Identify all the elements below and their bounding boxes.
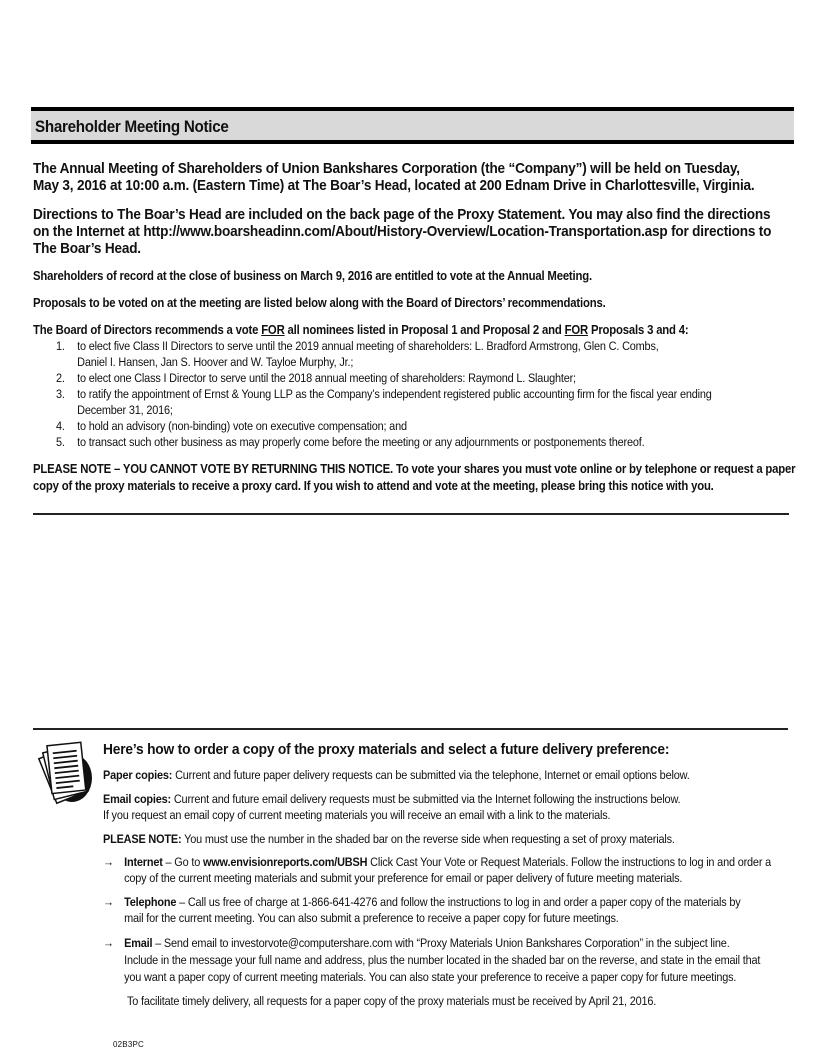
directions-line-1: Directions to The Boar’s Head are included on the back page of the Proxy Statement. You may also find the directions (33, 207, 771, 223)
envision-reports-link[interactable]: www.envisionreports.com/UBSH (202, 855, 368, 869)
telephone-line-2: mail for the current meeting. You can also submit a preference to receive a paper copy for future meetings. (124, 911, 619, 925)
internet-line-2: copy of the current meeting materials and submit your preference for email or paper delivery of future meeting materials. (124, 871, 683, 885)
intro-line-2: May 3, 2016 at 10:00 a.m. (Eastern Time) at The Boar’s Head, located at 200 Ednam Drive in Charlottesville, Virginia. (33, 178, 755, 194)
directions-line-2: on the Internet at http://www.boarsheadinn.com/About/History-Overview/Location-Transportation.asp for directions to (33, 224, 772, 240)
proposals-intro: Proposals to be voted on at the meeting are listed below along with the Board of Directors’ recommendations. (33, 296, 606, 310)
arrow-right-icon: → (103, 895, 114, 909)
email-option (103, 935, 761, 985)
internet-option (103, 854, 772, 888)
internet-line-1: Internet – Go to www.envisionreports.com/UBSH Click Cast Your Vote or Request Materials. Follow the instructions to log in and order a (124, 855, 772, 869)
email-line-2: Include in the message your full name and address, plus the number located in the shaded bar on the reverse, and state in the email that (124, 953, 761, 967)
telephone-line-1: Telephone – Call us free of charge at 1-866-641-4276 and follow the instructions to log in and order a paper copy of the materials by (124, 895, 741, 909)
paper-copies-text: Paper copies: Current and future paper delivery requests can be submitted via the telephone, Internet or email options below. (103, 768, 690, 782)
order-title: Here’s how to order a copy of the proxy materials and select a future delivery preference: (103, 742, 670, 758)
telephone-option (103, 894, 741, 928)
header-bar (31, 107, 794, 144)
divider (33, 513, 789, 515)
board-recommendation: The Board of Directors recommends a vote FOR all nominees listed in Proposal 1 and Proposal 2 and FOR Proposals 3 and 4: (33, 323, 689, 337)
arrow-right-icon: → (103, 855, 114, 869)
directions-line-3: The Boar’s Head. (33, 241, 141, 257)
proposals-list: 1. to elect five Class II Directors to serve until the 2019 annual meeting of shareholders: L. Bradford Armstrong, Glen C. Combs, Daniel I. Hansen, Jan S. Hoover and W. Tayloe Murphy, Jr.; 2. to elect one Class I Director to serve until the 2018 annual meeting of shareholders: Raymond L. Slaughter; 3. to ratify the appointment of Ernst & Young LLP as the Company’s independent registered public accounting firm for the fiscal year ending December 31, 2016; 4. to hold an advisory (non-binding) vote on executive compensation; and 5. to transact such other business as may properly come before the meeting or any adjournments or postponements thereof. (56, 339, 712, 449)
documents-icon (36, 738, 96, 808)
email-copies-text: Email copies: Current and future email delivery requests must be submitted via the Internet following the instructions below. (103, 792, 681, 806)
divider (33, 728, 788, 730)
email-line-1: Email – Send email to investorvote@computershare.com with “Proxy Materials Union Bankshares Corporation” in the subject line. (124, 936, 730, 950)
for-emphasis: FOR (261, 323, 285, 337)
intro-line-1: The Annual Meeting of Shareholders of Union Bankshares Corporation (the “Company”) will be held on Tuesday, (33, 161, 740, 177)
email-line-3: you want a paper copy of current meeting materials. You can also state your preference to receive a paper copy for future meetings. (124, 970, 737, 984)
please-note-line-1: PLEASE NOTE – YOU CANNOT VOTE BY RETURNING THIS NOTICE. To vote your shares you must vote online or by telephone or request a paper (33, 462, 796, 476)
deadline-text: To facilitate timely delivery, all requests for a paper copy of the proxy materials must be received by April 21, 2016. (127, 994, 657, 1008)
for-emphasis: FOR (564, 323, 588, 337)
arrow-right-icon: → (103, 936, 114, 950)
footer-code: 02B3PC (113, 1040, 144, 1049)
record-date-text: Shareholders of record at the close of business on March 9, 2016 are entitled to vote at the Annual Meeting. (33, 269, 592, 283)
please-note-line-2: copy of the proxy materials to receive a proxy card. If you wish to attend and vote at the meeting, please bring this notice with you. (33, 479, 714, 493)
email-copies-text-2: If you request an email copy of current meeting materials you will receive an email with a link to the materials. (103, 808, 611, 822)
page-title: Shareholder Meeting Notice (35, 118, 229, 136)
order-note: PLEASE NOTE: You must use the number in the shaded bar on the reverse side when requesting a set of proxy materials. (103, 832, 675, 846)
